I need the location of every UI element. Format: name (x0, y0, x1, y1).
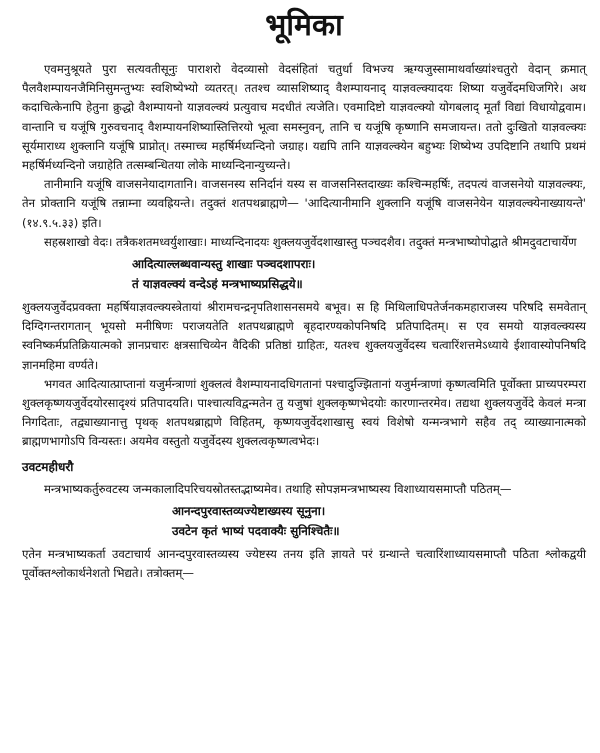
paragraph-6: मन्त्रभाष्यकर्तुरुवटस्य जन्मकालादिपरिचयस्रोतस्तद्भाष्यमेव। तथाहि सोपज्ञमन्त्रभाष्यस्य विशाध्यायसमाप्तौ पठितम्— (44, 481, 512, 496)
verse-1-line-1: आदित्याल्लब्धवान्यस्तु शाखाः पञ्चदशापराः। (132, 257, 316, 272)
paragraph-7: एतेन मन्त्रभाष्यकर्ता उवटाचार्य आनन्दपुरवास्तव्यस्य ज्येष्टस्य तनय इति ज्ञायते परं ग्रन्थान्ते चत्वारिंशाध्यायसमाप्तौ पठिता श्लोकद्वयी पूर्वोक्तश्लोकार्थनेशतो भिद्यते। तत्रोक्तम्— (22, 546, 586, 581)
verse-2-line-2: उवटेन कृतं भाष्यं पदवाक्यैः सुनिश्चितैः॥ (172, 523, 340, 538)
verse-2 (22, 501, 586, 541)
paragraph-3: सहस्रशाखो वेदः। तत्रैकशतमध्वर्युशाखाः। माध्यन्दिनादयः शुक्लयजुर्वेदशाखास्तु पञ्चदशैव। तदुक्तं मन्त्रभाष्योपोद्घाते श्रीमदुवटाचार्येण (44, 234, 577, 249)
verse-2-line-1: आनन्दपुरवास्तव्यज्येष्टाख्यस्य सूनुना। (172, 503, 326, 518)
paragraph-2: तानीमानि यजूंषि वाजसनेयादागतानि। वाजसनस्य सनिर्दानं यस्य स वाजसनिस्तदाख्यः कश्चिन्महर्षिः, तदपत्यं वाजसनेयो याज्ञवल्क्यः, तेन प्रोक्तानि यजूंषि तन्नाम्ना व्यवह्रियन्ते। तदुक्तं शतपथब्राह्मणे— 'आदित्यानीमानि शुक्लानि यजूंषि वाजसनेयेन याज्ञवल्क्येनाख्यायन्ते' (१४.९.५.३३) इति। (22, 177, 586, 230)
page-title: भूमिका (265, 8, 343, 43)
paragraph-5: भगवत आदित्यात्प्राप्तानां यजुर्मन्त्राणां शुक्लत्वं वैशम्पायनादधिगतानां पश्चादुज्झितानां यजुर्मन्त्राणां कृष्णत्वमिति पूर्वोक्ता प्राच्यपरम्परा शुक्लकृष्णयजुर्वेदयोरसादृश्यं प्रतिपादयति। पाश्चात्यविद्वन्मतेन तु यजुषां शुक्लकृष्णभेदयोः कारणान्तरमेव। तद्यथा शुक्लयजुर्वेदे केवलं मन्त्रा निगदिताः, तद्व्याख्यानात्तु पृथक् शतपथब्राह्मणे विहितम्, कृष्णयजुर्वेदशाखासु स्वयं विशेषो यन्मन्त्रभागे सहैव तद् व्याख्यानात्मको ब्राह्मणभागोऽपि विन्यस्तः। अयमेव वस्तुतो यजुर्वेदस्य शुक्लत्वकृष्णत्वभेदः। (22, 376, 586, 449)
section-heading: उवटमहीधरौ (22, 459, 74, 474)
paragraph-4: शुक्लयजुर्वेदप्रवक्ता महर्षियाज्ञवल्क्यस्त्रेतायां श्रीरामचन्द्रनृपतिशासनसमये बभूव। स हि मिथिलाधिपतेर्जनकमहाराजस्य परिषदि समवेतान् दिग्दिगन्तरागतान् भूयसो मनीषिणः पराजयतेति शतपथब्राह्मणे बृहदारण्यकोपनिषदि प्रतिपादितम्। स एव समयो याज्ञवल्क्यस्य स्वनिष्कर्मप्रतिक्रियात्मको ज्ञानप्रचारः क्षत्रसाचिव्येन वैदिकी प्रतिष्ठां ग्राहितः, यतश्च शुक्लयजुर्वेदस्य चत्वारिंशत्तमेऽध्याये ईशावास्योपनिषदि ज्ञानमहिमा वर्ण्यते। (22, 300, 586, 372)
verse-1 (22, 254, 586, 294)
paragraph-1: एवमनुश्रूयते पुरा सत्यवतीसूनुः पाराशरो वेदव्यासो वेदसंहितां चतुर्धा विभज्य ऋग्यजुस्सामाथर्वाख्यांश्चतुरो वेदान् क्रमात् पैलवैशम्पायनजैमिनिसुमन्तुभ्यः स्वशिष्येभ्यो व्यतरत्। ततश्च व्यासशिष्याद् वैशम्पायनाद् याज्ञवल्क्यादयः शिष्या यजुर्वेदमधिजगिरे। अथ कदाचित्केनापि हेतुना क्रुद्धो वैशम्पायनो याज्ञवल्क्यं प्रत्युवाच मदधीतं त्यजेति। एवमादिष्टो याज्ञवल्क्यो योगबलाद् मूर्तां विद्यां विधायोद्ववाम। वान्तानि च यजूंषि गुरुवचनाद् वैशम्पायनशिष्यास्तित्तिरयो भूत्वा समस्नुवन्, तानि च यजूंषि कृष्णानि समजायन्त। ततो दुःखितो याज्ञवल्क्यः सूर्यमाराध्य शुक्लानि यजूंषि प्राप्नोत्। तस्माच्च महर्षिर्मध्यन्दिनो जग्राह। यद्यपि तानि याज्ञवल्क्येन बहुभ्यः शिष्येभ्य उपदिष्टानि तथापि प्रथमं महर्षिर्मध्यन्दिनो जग्राहेति तत्सम्बन्धितया लोके माध्यन्दिनान्युच्यन्ते। (22, 62, 586, 173)
verse-1-line-2: तं याज्ञवल्क्यं वन्देऽहं मन्त्रभाष्यप्रसिद्धये॥ (132, 277, 303, 292)
